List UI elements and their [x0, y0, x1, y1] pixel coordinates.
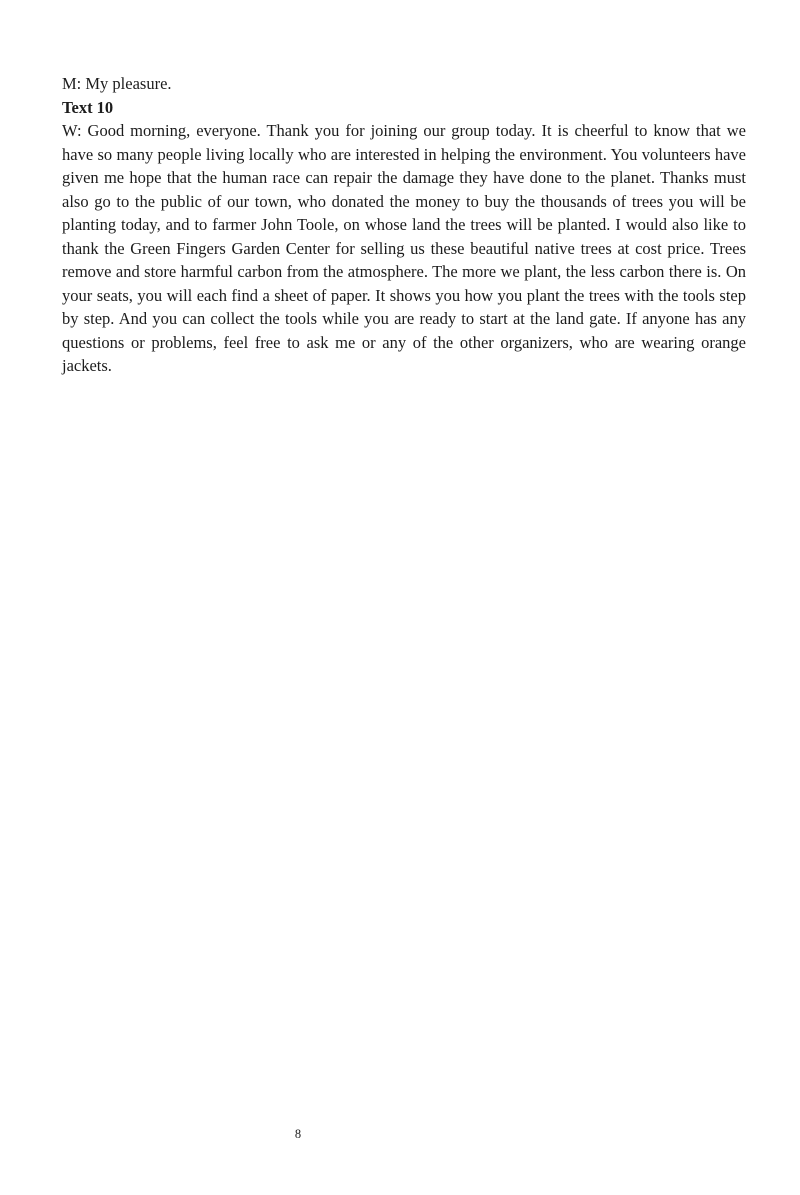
transcript-paragraph: W: Good morning, everyone. Thank you for joining our group today. It is cheerful to know that we have so many people living locally who are interested in helping the environment. You volunteers have given me hope that the human race can repair the damage they have done to the planet. Thanks must also go to the public of our town, who donated the money to buy the thousands of trees you will be planting today, and to farmer John Toole, on whose land the trees will be planted. I would also like to thank the Green Fingers Garden Center for selling us these beautiful native trees at cost price. Trees remove and store harmful carbon from the atmosphere. The more we plant, the less carbon there is. On your seats, you will each find a sheet of paper. It shows you how you plant the trees with the tools step by step. And you can collect the tools while you are ready to start at the land gate. If anyone has any questions or problems, feel free to ask me or any of the other organizers, who are wearing orange jackets. [62, 121, 746, 375]
section-heading-text-10: Text 10 [62, 97, 114, 117]
page-content [62, 72, 746, 378]
page-number: 8 [294, 1127, 302, 1141]
speaker-line-m: M: My pleasure. [62, 74, 172, 93]
